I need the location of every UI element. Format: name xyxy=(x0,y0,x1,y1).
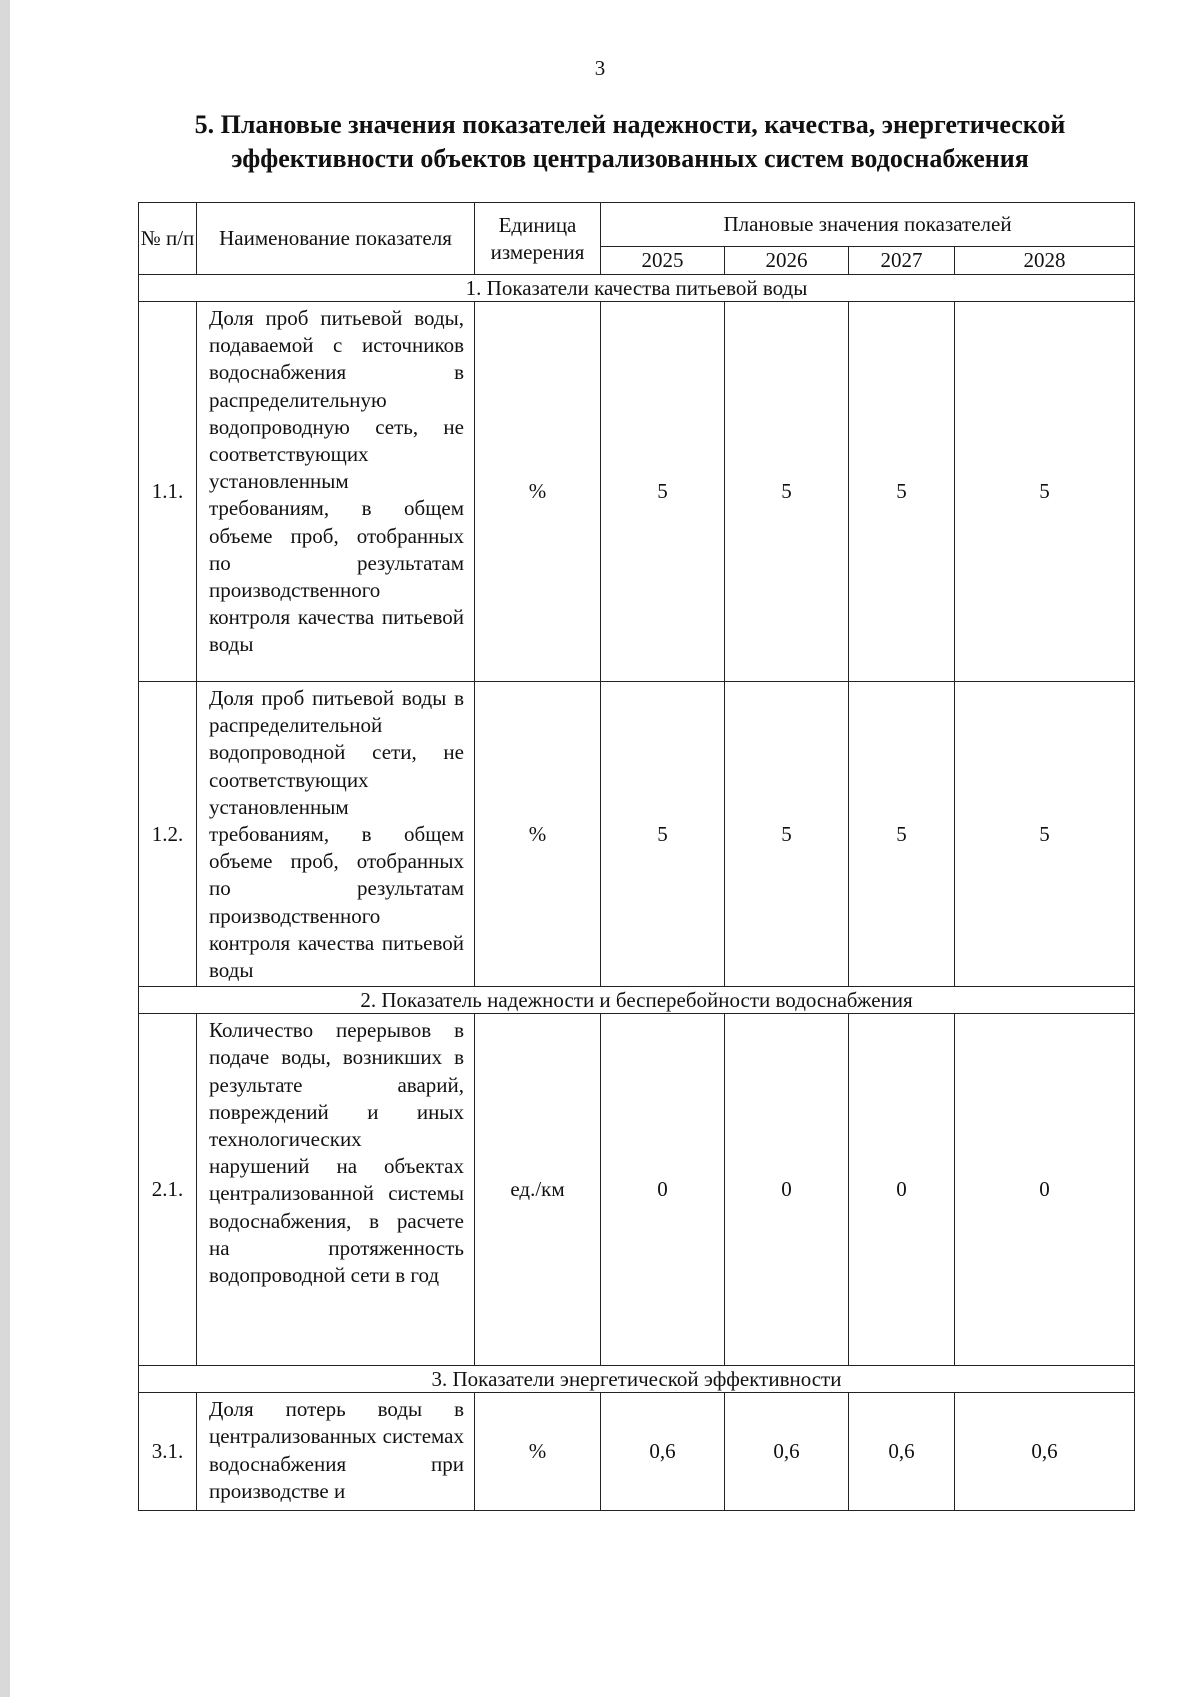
table-row xyxy=(139,1014,1135,1366)
value-2026: 5 xyxy=(725,682,849,987)
indicator-name: Доля проб питьевой воды в распределительной водопроводной сети, не соответствующих установленным требованиям, в общем объеме проб, отобранных по результатам производственного контроля качества питьевой воды xyxy=(197,682,475,987)
indicator-name: Доля потерь воды в централизованных системах водоснабжения при производстве и xyxy=(197,1393,475,1511)
value-2028: 0 xyxy=(955,1014,1135,1366)
value-2028: 5 xyxy=(955,302,1135,682)
table-row xyxy=(139,1393,1135,1511)
document-title xyxy=(130,108,1130,176)
indicator-name: Доля проб питьевой воды, подаваемой с источников водоснабжения в распределительную водопроводную сеть, не соответствующих установленным требованиям, в общем объеме проб, отобранных по результатам производственного контроля качества питьевой воды xyxy=(197,302,475,682)
header-name: Наименование показателя xyxy=(197,203,475,275)
value-2026: 5 xyxy=(725,302,849,682)
value-2027: 0 xyxy=(849,1014,955,1366)
indicator-unit: % xyxy=(475,1393,601,1511)
document-title-line-2: эффективности объектов централизованных систем водоснабжения xyxy=(231,144,1029,173)
value-2028: 0,6 xyxy=(955,1393,1135,1511)
header-unit: Единица измерения xyxy=(475,203,601,275)
header-number: № п/п xyxy=(139,203,197,275)
value-2027: 0,6 xyxy=(849,1393,955,1511)
value-2025: 5 xyxy=(601,682,725,987)
value-2025: 5 xyxy=(601,302,725,682)
indicator-unit: ед./км xyxy=(475,1014,601,1366)
value-2027: 5 xyxy=(849,302,955,682)
indicator-name: Количество перерывов в подаче воды, возникших в результате аварий, повреждений и иных технологических нарушений на объектах централизованной системы водоснабжения, в расчете на протяженность водопроводной сети в год xyxy=(197,1014,475,1366)
section-row xyxy=(139,987,1135,1014)
table-row xyxy=(139,302,1135,682)
section-row xyxy=(139,275,1135,302)
value-2026: 0 xyxy=(725,1014,849,1366)
indicator-unit: % xyxy=(475,682,601,987)
section-title: 1. Показатели качества питьевой воды xyxy=(139,275,1135,302)
header-row xyxy=(139,203,1135,247)
document-title-line-1: 5. Плановые значения показателей надежности, качества, энергетической xyxy=(194,110,1066,139)
indicator-unit: % xyxy=(475,302,601,682)
value-2027: 5 xyxy=(849,682,955,987)
row-number: 1.2. xyxy=(139,682,197,987)
indicators-table xyxy=(138,202,1135,1511)
scan-left-edge xyxy=(0,0,10,1697)
section-row xyxy=(139,1366,1135,1393)
section-title: 2. Показатель надежности и бесперебойности водоснабжения xyxy=(139,987,1135,1014)
row-number: 1.1. xyxy=(139,302,197,682)
header-year: 2025 xyxy=(601,247,725,275)
header-year: 2026 xyxy=(725,247,849,275)
section-title: 3. Показатели энергетической эффективности xyxy=(139,1366,1135,1393)
value-2025: 0,6 xyxy=(601,1393,725,1511)
value-2026: 0,6 xyxy=(725,1393,849,1511)
row-number: 2.1. xyxy=(139,1014,197,1366)
header-year: 2027 xyxy=(849,247,955,275)
page-number: 3 xyxy=(594,56,606,80)
row-number: 3.1. xyxy=(139,1393,197,1511)
table-row xyxy=(139,682,1135,987)
header-planned-values: Плановые значения показателей xyxy=(601,203,1135,247)
value-2025: 0 xyxy=(601,1014,725,1366)
value-2028: 5 xyxy=(955,682,1135,987)
header-year: 2028 xyxy=(955,247,1135,275)
